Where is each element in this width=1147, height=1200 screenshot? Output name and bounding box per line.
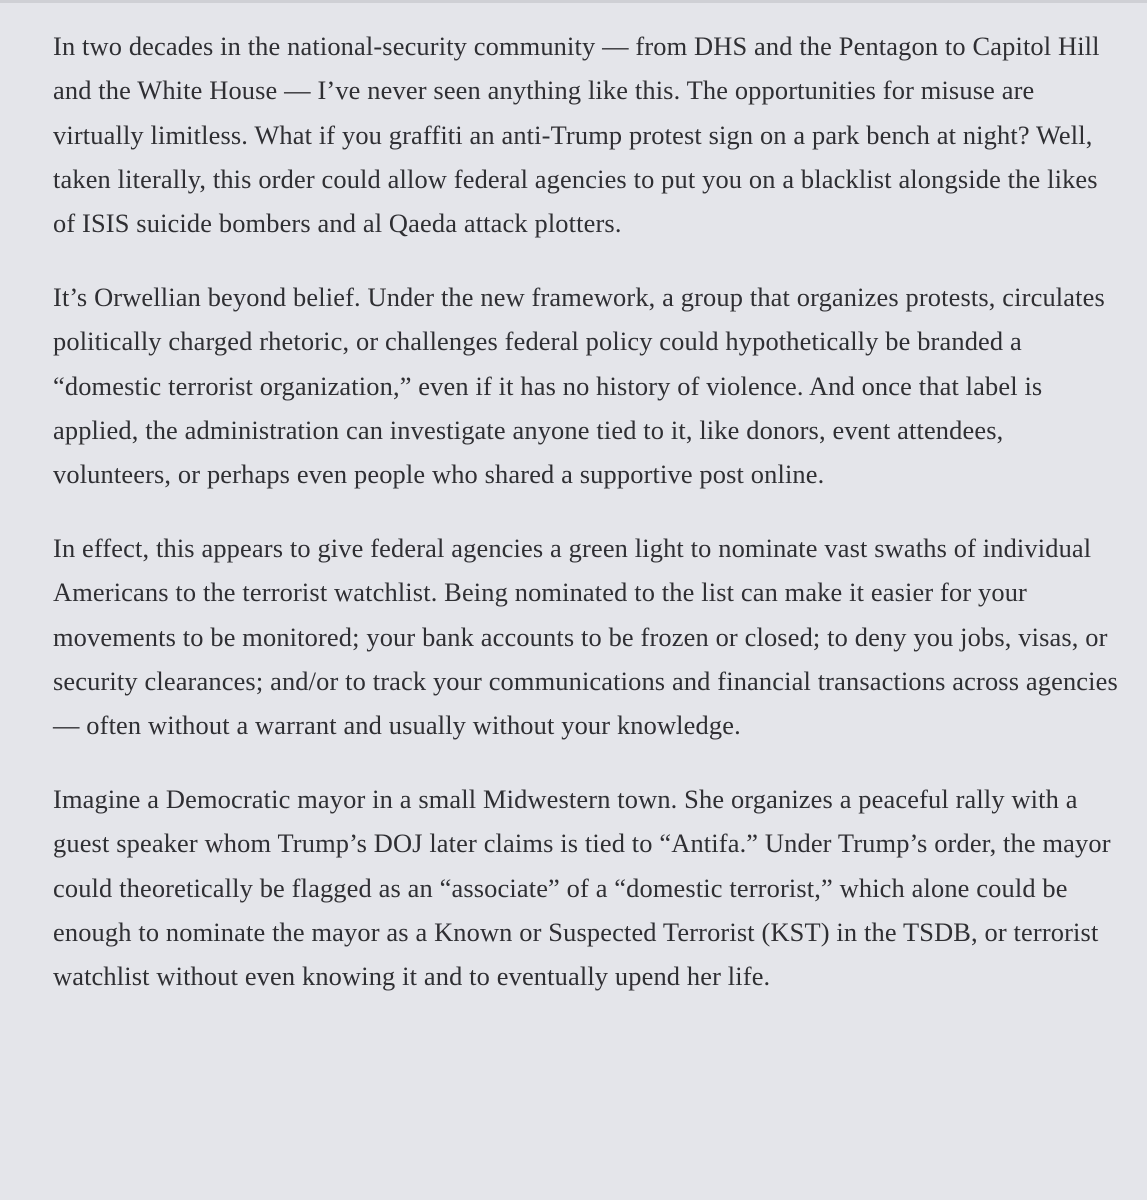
article-paragraph-2: It’s Orwellian beyond belief. Under the new framework, a group that organizes protests, circulates politically charged rhetoric, or challenges federal policy could hypothetically be branded a “domestic terrorist organization,” even if it has no history of violence. And once that label is applied, the administration can investigate anyone tied to it, like donors, event attendees, volunteers, or perhaps even people who shared a supportive post online. [53,281,1105,490]
article-paragraph-3: In effect, this appears to give federal agencies a green light to nominate vast swaths of individual Americans to the terrorist watchlist. Being nominated to the list can make it easier for your movements to be monitored; your bank accounts to be frozen or closed; to deny you jobs, visas, or security clearances; and/or to track your communications and financial transactions across agencies — often without a warrant and usually without your knowledge. [53,532,1118,741]
article-paragraph-4: Imagine a Democratic mayor in a small Midwestern town. She organizes a peaceful rally with a guest speaker whom Trump’s DOJ later claims is tied to “Antifa.” Under Trump’s order, the mayor could theoretically be flagged as an “associate” of a “domestic terrorist,” which alone could be enough to nominate the mayor as a Known or Suspected Terrorist (KST) in the TSDB, or terrorist watchlist without even knowing it and to eventually upend her life. [53,783,1111,992]
article-paragraph-1: In two decades in the national-security community — from DHS and the Pentagon to Capitol Hill and the White House — I’ve never seen anything like this. The opportunities for misuse are virtually limitless. What if you graffiti an anti-Trump protest sign on a park bench at night? Well, taken literally, this order could allow federal agencies to put you on a blacklist alongside the likes of ISIS suicide bombers and al Qaeda attack plotters. [53,31,1100,239]
article-body [53,24,1125,1028]
